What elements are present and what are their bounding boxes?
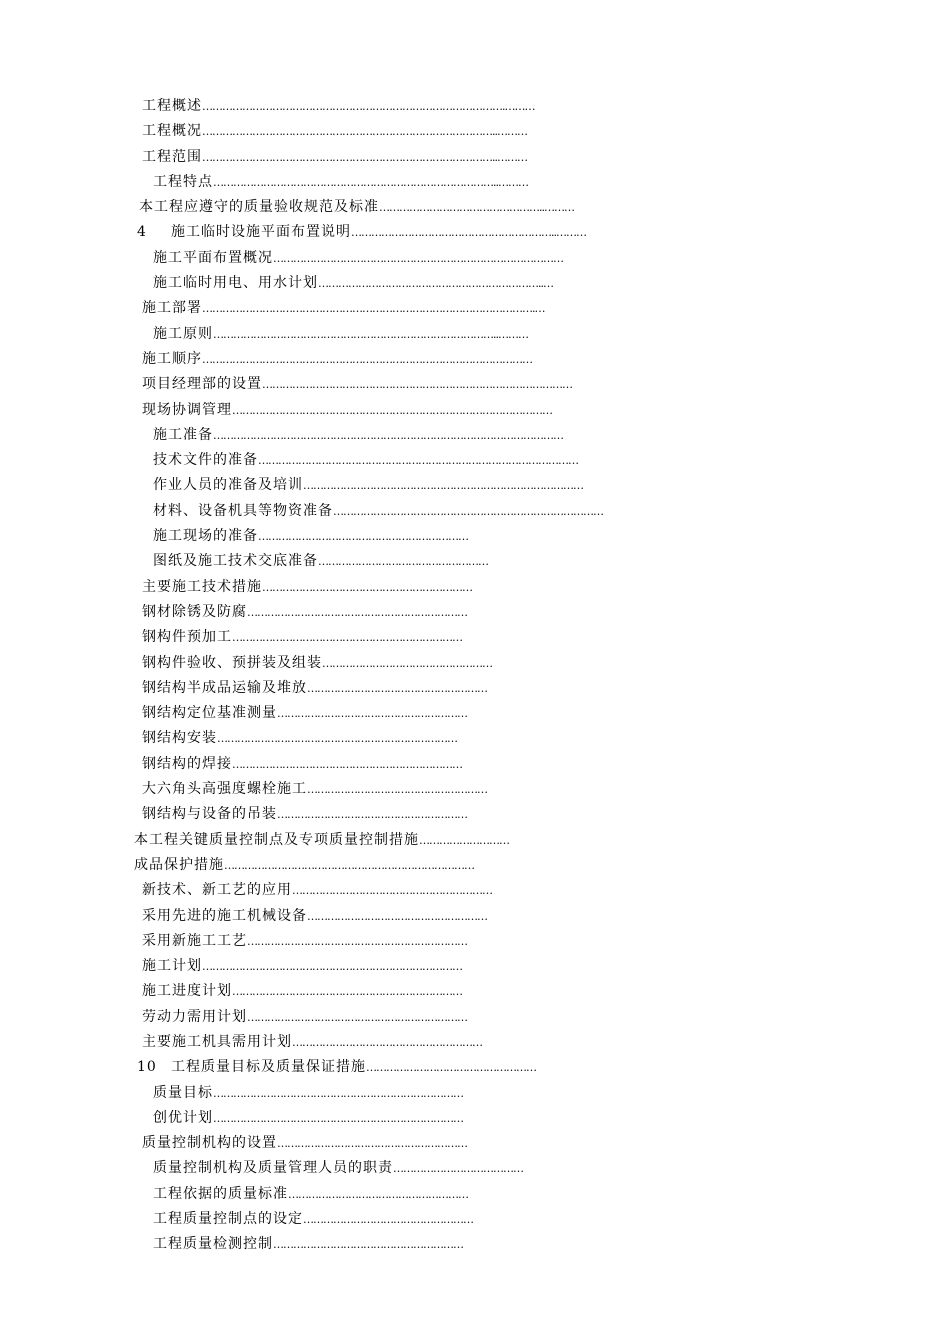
toc-entry-title: 施工进度计划 bbox=[142, 983, 232, 1000]
toc-entry-number: 4 bbox=[137, 224, 147, 241]
toc-entry-leader: ……………………………………………………..……… bbox=[351, 226, 586, 240]
toc-entry-leader: ………………………………………………………… bbox=[247, 1010, 467, 1024]
toc-entry bbox=[0, 904, 590, 929]
toc-entry bbox=[0, 1081, 596, 1106]
toc-entry bbox=[0, 473, 838, 498]
toc-entry bbox=[0, 701, 590, 726]
toc-entry bbox=[0, 94, 818, 119]
toc-entry-title: 本工程应遵守的质量验收规范及标准 bbox=[139, 199, 379, 216]
toc-entry-leader: …………………………………………..……… bbox=[379, 201, 574, 215]
toc-entry bbox=[0, 296, 818, 321]
toc-entry bbox=[0, 651, 590, 676]
toc-entry bbox=[0, 423, 838, 448]
toc-entry-title: 工程质量控制点的设定 bbox=[153, 1211, 303, 1228]
toc-entry-title: 钢构件验收、预拼装及组装 bbox=[142, 654, 322, 671]
toc-entry-leader: …………………………………………… bbox=[366, 1061, 536, 1075]
toc-entry bbox=[0, 676, 590, 701]
toc-entry-title: 技术文件的准备 bbox=[153, 452, 258, 469]
toc-entry-title: 施工平面布置概况 bbox=[153, 249, 273, 266]
toc-entry bbox=[0, 322, 803, 347]
toc-entry-leader: …………………………………………… bbox=[303, 1213, 473, 1227]
toc-entry-title: 采用新施工工艺 bbox=[142, 932, 247, 949]
toc-entry-leader: ………………………………………………………… bbox=[247, 605, 467, 619]
toc-entry-leader: ……………………………………………………………………………….……… bbox=[202, 100, 535, 113]
toc-entry-leader: ………………………………………………………… bbox=[247, 934, 467, 948]
toc-entry-leader: …………………………………………………… bbox=[292, 884, 492, 898]
toc-entry bbox=[0, 398, 826, 423]
toc-entry-title: 质量目标 bbox=[153, 1084, 213, 1101]
toc-entry-title: 项目经理部的设置 bbox=[142, 376, 262, 393]
toc-entry-leader: ……………………………………………………………………… bbox=[333, 504, 603, 518]
toc-entry-leader: ………………………………………………………………………………… bbox=[262, 378, 572, 392]
toc-entry-title: 工程质量目标及质量保证措施 bbox=[171, 1059, 366, 1076]
toc-entry-title: 钢结构半成品运输及堆放 bbox=[142, 679, 307, 696]
toc-entry-leader: ………………………………………………………………………… bbox=[303, 479, 583, 493]
toc-entry-title: 本工程关键质量控制点及专项质量控制措施 bbox=[134, 831, 419, 848]
toc-entry bbox=[0, 954, 607, 979]
toc-entry-title: 工程概况 bbox=[142, 123, 202, 140]
toc-entry-number: 10 bbox=[137, 1059, 157, 1076]
toc-entry-leader: ……………………………………………………… bbox=[262, 580, 472, 594]
toc-entry-title: 大六角头高强度螺栓施工 bbox=[142, 781, 307, 798]
toc-entry-leader: ………………………………… bbox=[393, 1162, 523, 1176]
toc-entry bbox=[0, 195, 826, 220]
toc-entry-leader: …………………………………………………………………………………… bbox=[258, 454, 578, 468]
toc-entry-leader: …………………………………………… bbox=[322, 656, 492, 670]
toc-entry bbox=[0, 347, 810, 372]
toc-entry bbox=[0, 979, 590, 1004]
toc-entry-title: 施工现场的准备 bbox=[153, 528, 258, 545]
table-of-contents bbox=[0, 94, 950, 1258]
toc-entry-leader: …………………………………………… bbox=[318, 555, 488, 569]
toc-entry bbox=[0, 575, 607, 600]
toc-entry-title: 工程质量检测控制 bbox=[153, 1236, 273, 1253]
toc-entry-leader: ………………………………………………… bbox=[277, 808, 467, 822]
toc-entry-title: 施工计划 bbox=[142, 958, 202, 975]
toc-entry bbox=[0, 1182, 596, 1207]
toc-entry bbox=[0, 802, 590, 827]
toc-entry-leader: …………………………………………………………………………… bbox=[273, 251, 563, 265]
toc-entry-leader: ……………………………………………………………………………………….… bbox=[202, 302, 545, 316]
toc-entry-leader: …………………………………………………………… bbox=[232, 631, 462, 645]
toc-entry-leader: …………………………………………………………………… bbox=[202, 960, 462, 974]
toc-entry-title: 主要施工技术措施 bbox=[142, 578, 262, 595]
toc-entry-title: 劳动力需用计划 bbox=[142, 1008, 247, 1025]
toc-entry bbox=[0, 878, 607, 903]
toc-entry-title: 施工临时用电、用水计划 bbox=[153, 275, 318, 292]
toc-entry-title: 成品保护措施 bbox=[134, 856, 224, 873]
toc-entry-leader: ……………………………………………………… bbox=[258, 530, 468, 544]
toc-entry-title: 创优计划 bbox=[153, 1109, 213, 1126]
toc-entry-title: 施工原则 bbox=[153, 325, 213, 342]
toc-entry bbox=[0, 1030, 590, 1055]
toc-entry bbox=[0, 1005, 590, 1030]
toc-entry bbox=[0, 1055, 640, 1080]
toc-entry-title: 工程特点 bbox=[153, 173, 213, 190]
toc-entry-title: 钢结构与设备的吊装 bbox=[142, 806, 277, 823]
toc-entry bbox=[0, 1106, 596, 1131]
toc-entry-title: 质量控制机构及质量管理人员的职责 bbox=[153, 1160, 393, 1177]
toc-entry-title: 钢材除锈及防腐 bbox=[142, 603, 247, 620]
toc-entry-title: 现场协调管理 bbox=[142, 401, 232, 418]
toc-entry-leader: …………………………………………………………………………………… bbox=[232, 403, 552, 417]
toc-entry-title: 质量控制机构的设置 bbox=[142, 1135, 277, 1152]
toc-entry bbox=[0, 600, 590, 625]
toc-entry-title: 采用先进的施工机械设备 bbox=[142, 907, 307, 924]
toc-entry bbox=[0, 524, 603, 549]
toc-entry-title: 工程范围 bbox=[142, 148, 202, 165]
toc-entry-title: 施工准备 bbox=[153, 426, 213, 443]
toc-entry bbox=[0, 170, 803, 195]
toc-entry bbox=[0, 853, 583, 878]
toc-entry-title: 主要施工机具需用计划 bbox=[142, 1033, 292, 1050]
toc-entry bbox=[0, 549, 603, 574]
toc-entry-title: 材料、设备机具等物资准备 bbox=[153, 502, 333, 519]
toc-entry-leader: ……………………………………………………………………………..……… bbox=[202, 125, 527, 139]
toc-entry-title: 钢构件预加工 bbox=[142, 629, 232, 646]
toc-entry bbox=[0, 726, 590, 751]
toc-entry-leader: …………………………………………………………………………………………… bbox=[213, 428, 563, 442]
toc-entry-title: 图纸及施工技术交底准备 bbox=[153, 553, 318, 570]
toc-entry-leader: ………………………………………………………………… bbox=[213, 1111, 463, 1125]
toc-entry bbox=[0, 145, 800, 170]
toc-entry bbox=[0, 372, 826, 397]
toc-entry bbox=[0, 1156, 596, 1181]
toc-entry-leader: ………………………………………………… bbox=[273, 1238, 463, 1252]
toc-entry-leader: …………………………………………………………..… bbox=[318, 277, 553, 291]
toc-entry-title: 钢结构的焊接 bbox=[142, 755, 232, 772]
toc-entry-title: 施工部署 bbox=[142, 300, 202, 317]
toc-entry-title: 工程依据的质量标准 bbox=[153, 1185, 288, 1202]
toc-entry-leader: ………………………………………………… bbox=[277, 707, 467, 721]
toc-entry bbox=[0, 625, 590, 650]
toc-entry-leader: ………………………………………………………………… bbox=[213, 1086, 463, 1100]
toc-entry bbox=[0, 1131, 585, 1156]
toc-entry bbox=[0, 752, 590, 777]
toc-entry-leader: …………………………………………………………… bbox=[232, 757, 462, 771]
toc-entry-leader: ……………………………………………… bbox=[307, 681, 487, 695]
toc-entry-title: 作业人员的准备及培训 bbox=[153, 477, 303, 494]
toc-entry bbox=[0, 119, 800, 144]
toc-entry-leader: ……………………………………………… bbox=[307, 783, 487, 797]
toc-entry bbox=[0, 271, 818, 296]
toc-entry-leader: ……………………………………………… bbox=[288, 1187, 468, 1201]
toc-entry-leader: ……………………………………………………………………………..……… bbox=[202, 150, 527, 164]
toc-entry-leader: ………………………………………………… bbox=[277, 1137, 467, 1151]
toc-entry-title: 钢结构安装 bbox=[142, 730, 217, 747]
toc-entry-title: 新技术、新工艺的应用 bbox=[142, 882, 292, 899]
toc-entry-leader: ………………………………………………………………… bbox=[224, 858, 474, 872]
toc-entry-leader: ……………………………………………………………………………………… bbox=[202, 352, 532, 366]
toc-entry-title: 施工顺序 bbox=[142, 350, 202, 367]
toc-entry bbox=[0, 499, 838, 524]
toc-entry-title: 工程概述 bbox=[142, 98, 202, 114]
toc-entry-leader: …………………………………………………………… bbox=[232, 985, 462, 999]
toc-entry-leader: ……………………………………………………………… bbox=[217, 732, 457, 746]
toc-entry-title: 钢结构定位基准测量 bbox=[142, 705, 277, 722]
toc-entry bbox=[0, 246, 803, 271]
toc-entry-leader: ……………………… bbox=[419, 833, 509, 847]
toc-entry bbox=[0, 1207, 603, 1232]
toc-entry bbox=[0, 448, 838, 473]
toc-entry-leader: ……………………………………………… bbox=[307, 909, 487, 923]
toc-entry-leader: …………………………………………………………………………..……… bbox=[213, 327, 528, 341]
toc-entry-leader: …………………………………………………………………………..……… bbox=[213, 175, 528, 189]
toc-entry bbox=[0, 1232, 603, 1257]
toc-entry bbox=[0, 220, 838, 245]
toc-entry-title: 施工临时设施平面布置说明 bbox=[171, 224, 351, 241]
toc-entry bbox=[0, 777, 590, 802]
toc-entry-leader: ………………………………………………… bbox=[292, 1035, 482, 1049]
toc-entry bbox=[0, 929, 590, 954]
toc-entry bbox=[0, 828, 583, 853]
